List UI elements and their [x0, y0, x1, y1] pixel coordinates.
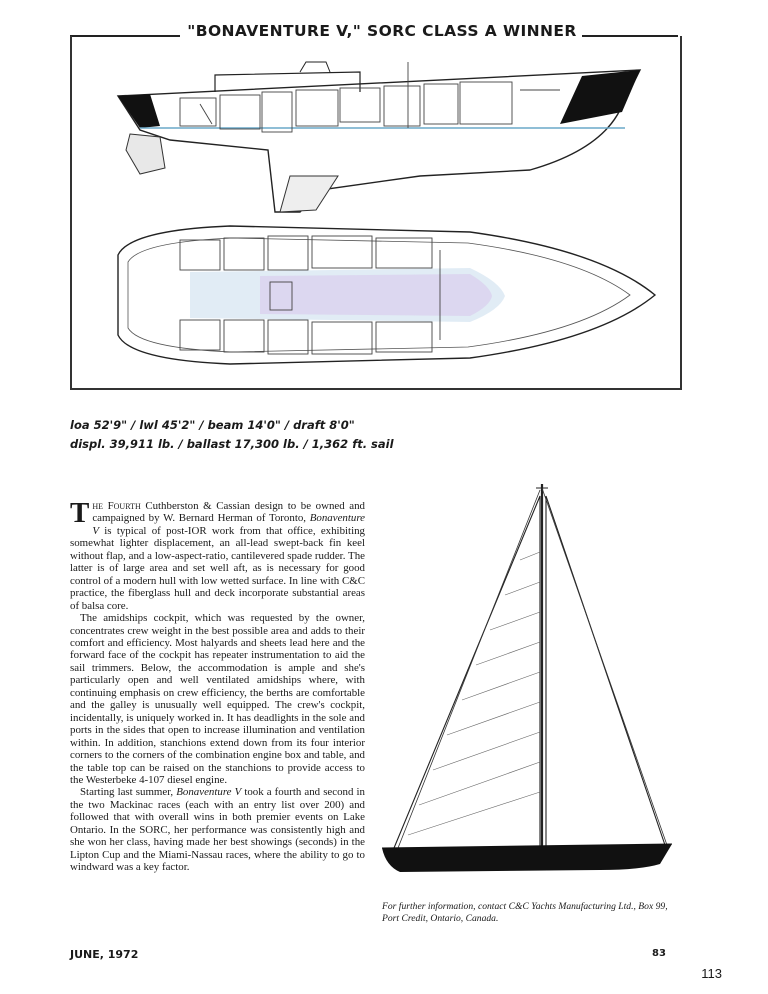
- caption: For further information, contact C&C Yachts Manufacturing Ltd., Box 99, Port Credit, Ontario, Canada.: [382, 901, 668, 924]
- magazine-page-number: 83: [652, 948, 666, 959]
- drawing-frame: [70, 36, 682, 390]
- page-number: 113: [701, 966, 722, 981]
- article-paragraph-1: The Fourth Cuthberston & Cassian design to be owned and campaigned by W. Bernard Herman of Toronto, Bonaventure V is typical of post-IOR work from that office, exhibiting somewhat lighter displacement, an all-lead swept-back fin keel without flap, and a low-aspect-ratio, cantilevered spade rudder. The latter is of large area and set well aft, as is necessary for good control of a modern hull with low wetted surface. In line with C&C practice, the fiberglass hull and deck incorporate substantial areas of balsa core.: [70, 497, 365, 612]
- page-title: "BONAVENTURE V," SORC CLASS A WINNER: [187, 22, 577, 40]
- article-body: [70, 497, 365, 874]
- specs-weights: displ. 39,911 lb. / ballast 17,300 lb. / 1,362 ft. sail: [70, 437, 394, 451]
- specs-dimensions: loa 52'9" / lwl 45'2" / beam 14'0" / draft 8'0": [70, 418, 355, 432]
- dropcap: T: [70, 497, 90, 529]
- issue-date: JUNE, 1972: [70, 948, 139, 961]
- article-paragraph-2: The amidships cockpit, which was requested by the owner, concentrates crew weight in the best possible area and adds to their comfort and efficiency. Most halyards and sheets lead here and the forward face of the cockpit has repeater instrumentation to aid the sail trimmers. Below, the accommodation is ample and she's particularly open and well ventilated amidships where, with continuing emphasis on crew efficiency, the berths are comfortable and the galley is unusually well equipped. The crew's cockpit, incidentally, is uniquely worked in. It has deadlights in the sole and ports in the sides that open to increase illumination and ventilation within. In addition, stanchions extend down from its four interior corners to the corners of the combination engine box and table, and the table top can be raised on the stanchions to provide access to the Westerbeke 4-107 diesel engine.: [70, 612, 365, 786]
- article-paragraph-3: Starting last summer, Bonaventure V took a fourth and second in the two Mackinac races (each with an entry list over 200) and followed that with overall wins in both premier events on Lake Ontario. In the SORC, her performance was consistently high and she won her class, having made her best showings (seconds) in the Lipton Cup and the Miami-Nassau races, where the ability to go to windward was a key factor.: [70, 786, 365, 874]
